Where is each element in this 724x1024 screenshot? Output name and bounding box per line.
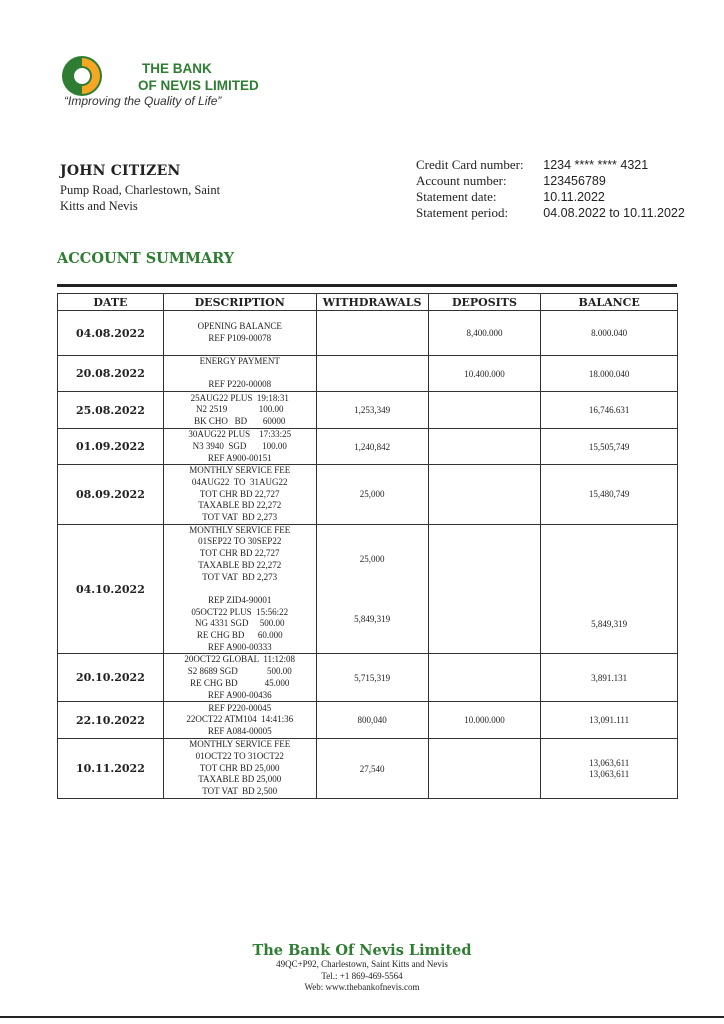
bank-logo (56, 54, 296, 114)
description-line: RE CHG BD 60.000 (196, 630, 283, 641)
description-line: 05OCT22 PLUS 15:56:22 (191, 606, 289, 617)
cell-date: 20.08.2022 (58, 356, 164, 392)
cell-description (163, 702, 316, 739)
cell-description (163, 654, 316, 702)
cell-withdrawals-value: 1,240,842 (354, 441, 391, 452)
description-line: TAXABLE BD 25,000 (198, 774, 282, 785)
section-divider (57, 284, 677, 287)
footer-bank-name: The Bank Of Nevis Limited (252, 942, 472, 959)
cell-balance (541, 524, 678, 654)
cell-date: 01.09.2022 (58, 429, 164, 465)
description-line: OPENING BALANCE (197, 321, 282, 332)
table-row (58, 429, 678, 465)
description-line: REF P109-00078 (208, 333, 272, 343)
description-line: REP ZID4-90001 (208, 594, 272, 605)
cell-balance-value: 16,746.631 (588, 405, 630, 416)
cell-description (163, 465, 316, 525)
description-line: 22OCT22 ATM104 14:41:36 (186, 714, 294, 725)
footer-website: Web: www.thebankofnevis.com (304, 982, 420, 992)
cell-withdrawals (316, 311, 428, 356)
bank-name-line2: OF NEVIS LIMITED (138, 78, 259, 93)
section-title: ACCOUNT SUMMARY (57, 250, 235, 267)
cell-date: 04.10.2022 (58, 524, 164, 654)
customer-address-line1: Pump Road, Charlestown, Saint (60, 183, 221, 197)
description-line: TAXABLE BD 22,272 (198, 500, 282, 511)
description-line: 20OCT22 GLOBAL 11:12:08 (184, 654, 296, 665)
description-line (164, 368, 316, 380)
cell-date: 20.10.2022 (58, 654, 164, 702)
description-line: TOT CHR BD 25,000 (199, 762, 280, 773)
info-label: Account number: (416, 173, 507, 188)
info-row-account (416, 173, 685, 189)
cell-withdrawals (316, 702, 428, 739)
footer-address: 49QC+P92, Charlestown, Saint Kitts and Nevis (276, 959, 448, 969)
description-line: REF A084-00005 (207, 726, 272, 737)
info-row-card (416, 157, 685, 173)
info-value: 04.08.2022 to 10.11.2022 (543, 206, 685, 220)
cell-description (163, 392, 316, 429)
cell-date: 04.08.2022 (58, 311, 164, 356)
cell-deposits (428, 524, 541, 654)
cell-withdrawals-value: 25,000 (359, 554, 385, 565)
table-row (58, 356, 678, 392)
description-line: REF P220-00045 (208, 702, 272, 713)
table-body (58, 311, 678, 799)
statement-info (416, 157, 685, 221)
description-line: BK CHO BD 60000 (194, 415, 286, 426)
info-label: Statement period: (416, 205, 509, 220)
description-line: TOT CHR BD 22,727 (199, 548, 280, 559)
header-deposits: DEPOSITS (428, 294, 541, 311)
cell-deposits (428, 429, 541, 465)
cell-withdrawals-value: 800,040 (357, 715, 387, 726)
table-row (58, 524, 678, 654)
description-line: S2 8689 SGD 500.00 (187, 666, 292, 677)
cell-withdrawals (316, 739, 428, 799)
description-line: ENERGY PAYMENT (199, 356, 280, 366)
cell-deposits (428, 739, 541, 799)
cell-withdrawals-value: 5,849,319 (354, 614, 391, 625)
cell-balance (541, 654, 678, 702)
table-header-row (58, 294, 678, 311)
cell-deposits (428, 654, 541, 702)
cell-deposits: 10.400.000 (428, 356, 541, 392)
cell-date: 22.10.2022 (58, 702, 164, 739)
info-label: Statement date: (416, 189, 497, 204)
info-value: 10.11.2022 (543, 190, 605, 204)
bank-name-line1: THE BANK (142, 61, 212, 76)
cell-description (163, 524, 316, 654)
description-line: 01SEP22 TO 30SEP22 (198, 536, 282, 547)
cell-balance (541, 429, 678, 465)
cell-balance-value: 8.000.040 (591, 328, 628, 338)
info-row-period (416, 205, 685, 221)
cell-balance-value: 5,849,319 (591, 619, 628, 630)
description-line: 30AUG22 PLUS 17:33:25 (188, 429, 292, 440)
table-row (58, 702, 678, 739)
cell-date: 10.11.2022 (58, 739, 164, 799)
cell-withdrawals (316, 356, 428, 392)
cell-balance (541, 392, 678, 429)
header-date: DATE (58, 294, 164, 311)
customer-name: JOHN CITIZEN (60, 163, 181, 179)
customer-address-line2: Kitts and Nevis (60, 199, 138, 213)
cell-deposits: 10.000.000 (428, 702, 541, 739)
cell-balance-value: 13,063,611 (589, 769, 630, 780)
description-line (164, 583, 316, 595)
header-balance: BALANCE (541, 294, 678, 311)
description-line: NG 4331 SGD 500.00 (194, 618, 285, 629)
bank-logo-icon (56, 54, 116, 98)
cell-withdrawals (316, 654, 428, 702)
footer-divider (0, 1016, 724, 1018)
info-value: 1234 **** **** 4321 (543, 158, 649, 172)
description-line: REF A900-00436 (207, 689, 272, 700)
table-row (58, 654, 678, 702)
description-line: RE CHG BD 45.000 (190, 677, 290, 688)
cell-balance-value: 18.000.040 (588, 368, 630, 379)
bank-name (138, 60, 259, 94)
description-line: TOT VAT BD 2,500 (202, 786, 278, 797)
cell-withdrawals (316, 429, 428, 465)
customer-block (60, 163, 260, 214)
cell-withdrawals-value: 1,253,349 (354, 405, 391, 416)
table-row (58, 739, 678, 799)
cell-deposits: 8,400.000 (428, 311, 541, 356)
footer-phone: Tel.: +1 869-469-5564 (321, 970, 403, 981)
cell-withdrawals (316, 465, 428, 525)
cell-balance-value: 15,480,749 (588, 489, 630, 500)
description-line: N2 2519 100.00 (195, 404, 284, 415)
cell-date: 25.08.2022 (58, 392, 164, 429)
cell-balance-value: 13,091.111 (589, 715, 630, 726)
cell-balance-value: 3,891.131 (591, 672, 628, 683)
info-row-date (416, 189, 685, 205)
cell-withdrawals-value: 5,715,319 (354, 672, 391, 683)
header-withdrawals: WITHDRAWALS (316, 294, 428, 311)
cell-balance (541, 702, 678, 739)
cell-deposits (428, 465, 541, 525)
table-row (58, 311, 678, 356)
cell-balance (541, 311, 678, 356)
table-row (58, 392, 678, 429)
description-line: TOT VAT BD 2,273 (202, 571, 278, 582)
bank-tagline: “Improving the Quality of Life” (64, 94, 222, 108)
transactions-table (57, 293, 678, 799)
table-row (58, 465, 678, 525)
cell-balance (541, 356, 678, 392)
description-line: MONTHLY SERVICE FEE (189, 465, 291, 476)
description-line: MONTHLY SERVICE FEE (189, 524, 291, 535)
cell-withdrawals (316, 524, 428, 654)
description-line: MONTHLY SERVICE FEE (189, 739, 291, 750)
cell-balance-value: 13,063,611 (589, 758, 630, 769)
footer (0, 942, 724, 994)
description-line: REF A900-00151 (207, 452, 272, 463)
cell-balance-value: 15,505,749 (588, 441, 630, 452)
cell-date: 08.09.2022 (58, 465, 164, 525)
description-line: REF P220-00008 (208, 379, 272, 390)
info-label: Credit Card number: (416, 157, 524, 172)
description-line: TAXABLE BD 22,272 (198, 559, 282, 570)
description-line: TOT VAT BD 2,273 (202, 512, 278, 523)
description-line: TOT CHR BD 22,727 (199, 488, 280, 499)
description-line: 01OCT22 TO 31OCT22 (195, 750, 284, 761)
cell-balance (541, 739, 678, 799)
description-line: 25AUG22 PLUS 19:18:31 (190, 392, 289, 403)
cell-deposits (428, 392, 541, 429)
cell-withdrawals-value: 27,540 (359, 763, 385, 774)
cell-description (163, 739, 316, 799)
cell-withdrawals (316, 392, 428, 429)
cell-description (163, 311, 316, 356)
description-line: N3 3940 SGD 100.00 (192, 440, 287, 451)
cell-description (163, 429, 316, 465)
header-description: DESCRIPTION (163, 294, 316, 311)
description-line: REF A900-00333 (207, 641, 272, 652)
description-line: 04AUG22 TO 31AUG22 (191, 476, 288, 487)
cell-description (163, 356, 316, 392)
cell-balance (541, 465, 678, 525)
cell-withdrawals-value: 25,000 (359, 489, 385, 500)
info-value: 123456789 (543, 174, 606, 188)
customer-address (60, 182, 260, 214)
